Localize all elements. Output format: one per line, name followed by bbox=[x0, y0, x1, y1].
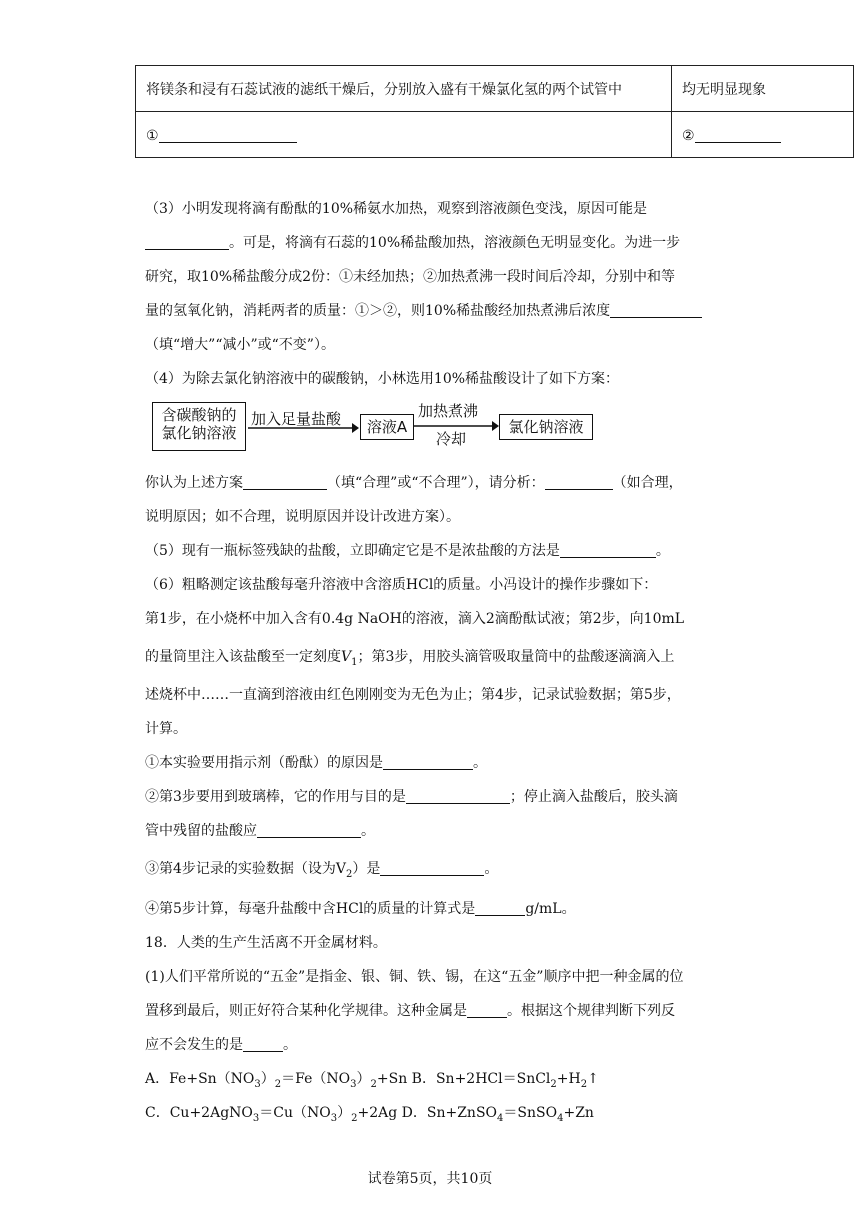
option-text: ） bbox=[356, 1071, 371, 1087]
q6-text: g/mL。 bbox=[525, 901, 576, 917]
q6-line-1: （6）粗略测定该盐酸每毫升溶液中含溶质HCl的质量。小冯设计的操作步骤如下： bbox=[145, 577, 658, 593]
option-text: +H bbox=[556, 1071, 581, 1087]
option-text: +Zn bbox=[563, 1105, 594, 1121]
subscript: 4 bbox=[497, 1112, 504, 1124]
subscript: 4 bbox=[557, 1112, 564, 1124]
subscript: 2 bbox=[346, 868, 353, 880]
arrow-label-boil: 加热煮沸 bbox=[418, 402, 479, 420]
q4-text: （填“合理”或“不合理”），请分析： bbox=[327, 475, 545, 491]
q3-line-2 bbox=[145, 232, 680, 252]
q6-text: 管中残留的盐酸应 bbox=[145, 823, 257, 839]
q6-line-3 bbox=[145, 646, 674, 668]
q18-title: 18．人类的生产生活离不开金属材料。 bbox=[145, 935, 387, 951]
answer-blank[interactable] bbox=[380, 859, 484, 876]
table-cell-answer-1 bbox=[136, 112, 672, 158]
q6-line-2: 第1步，在小烧杯中加入含有0.4g NaOH的溶液，滴入2滴酚酞试液；第2步，向10mL bbox=[145, 611, 685, 627]
option-text: ） bbox=[260, 1071, 275, 1087]
answer-blank[interactable] bbox=[145, 233, 229, 250]
q3-line-3: 研究，取10%稀盐酸分成2份：①未经加热；②加热煮沸一段时间后冷却，分别中和等 bbox=[145, 269, 676, 285]
subscript: 3 bbox=[252, 1112, 260, 1124]
subscript: 2 bbox=[370, 1078, 377, 1090]
option-text: ＝Fe（NO bbox=[281, 1071, 351, 1087]
table-cell: 将镁条和浸有石蕊试液的滤纸干燥后，分别放入盛有干燥氯化氢的两个试管中 bbox=[136, 66, 672, 112]
q6-text: ②第3步要用到玻璃棒，它的作用与目的是 bbox=[145, 789, 406, 805]
q4-text: 你认为上述方案 bbox=[145, 475, 243, 491]
flow-box-text: 氯化钠溶液 bbox=[161, 424, 237, 442]
q6-text: ③第4步记录的实验数据（设为V bbox=[145, 861, 347, 877]
subscript: 3 bbox=[254, 1078, 261, 1090]
q4-line-3: 说明原因；如不合理，说明原因并设计改进方案）。 bbox=[145, 509, 460, 525]
q6-sub-2-cont bbox=[145, 820, 375, 840]
subscript: 2 bbox=[580, 1078, 588, 1090]
answer-blank[interactable] bbox=[243, 473, 327, 490]
q6-text: ；停止滴入盐酸后，胶头滴 bbox=[509, 789, 678, 805]
q5-text: 。 bbox=[655, 543, 670, 559]
q18-options-ab bbox=[145, 1068, 599, 1090]
variable-v1: V bbox=[341, 649, 352, 665]
q6-sub-3 bbox=[145, 858, 498, 880]
answer-blank[interactable] bbox=[406, 787, 510, 804]
q3-line-1: （3）小明发现将滴有酚酞的10%稀氨水加热，观察到溶液颜色变浅，原因可能是 bbox=[145, 201, 648, 217]
flow-box-end: 氯化钠溶液 bbox=[499, 414, 593, 440]
answer-blank[interactable] bbox=[243, 1035, 283, 1052]
answer-blank[interactable] bbox=[695, 126, 781, 143]
circled-number: ① bbox=[146, 127, 159, 144]
circled-number: ② bbox=[682, 127, 695, 144]
q6-sub-1 bbox=[145, 752, 487, 772]
option-text: +2Ag D．Sn+ZnSO bbox=[357, 1105, 498, 1121]
q4-line-2 bbox=[145, 472, 683, 492]
option-text: ＝SnSO bbox=[503, 1105, 558, 1121]
q6-text: 的量筒里注入该盐酸至一定刻度 bbox=[145, 649, 341, 665]
answer-blank[interactable] bbox=[159, 126, 297, 143]
q18-text: 应不会发生的是 bbox=[145, 1037, 243, 1053]
flow-box-solution-a: 溶液A bbox=[360, 414, 414, 440]
q6-sub-4 bbox=[145, 898, 576, 918]
experiment-table bbox=[135, 65, 854, 158]
q6-line-5: 计算。 bbox=[145, 721, 187, 737]
q18-text: 。 bbox=[283, 1037, 297, 1053]
option-text: C．Cu+2AgNO bbox=[145, 1105, 253, 1121]
table-cell-answer-2 bbox=[672, 112, 854, 158]
q6-text: ④第5步计算，每毫升盐酸中含HCl的质量的计算式是 bbox=[145, 901, 476, 917]
subscript: 3 bbox=[350, 1078, 357, 1090]
q3-text: 。可是，将滴有石蕊的10%稀盐酸加热，溶液颜色无明显变化。为进一步 bbox=[229, 235, 681, 251]
q6-text: 。 bbox=[473, 755, 487, 771]
option-text: A．Fe+Sn（NO bbox=[145, 1071, 255, 1087]
answer-blank[interactable] bbox=[610, 301, 702, 318]
q18-text: 。根据这个规律判断下列反 bbox=[507, 1003, 675, 1019]
q4-line-1: （4）为除去氯化钠溶液中的碳酸钠，小林选用10%稀盐酸设计了如下方案： bbox=[145, 371, 620, 387]
q18-text: 置移到最后，则正好符合某种化学规律。这种金属是 bbox=[145, 1003, 467, 1019]
subscript: 2 bbox=[274, 1078, 282, 1090]
q5-text: （5）现有一瓶标签残缺的盐酸，立即确定它是不是浓盐酸的方法是 bbox=[145, 543, 560, 559]
q18-line-2 bbox=[145, 1000, 675, 1020]
arrow-1 bbox=[248, 422, 360, 434]
option-text: +Sn B．Sn+2HCl＝SnCl bbox=[376, 1071, 551, 1087]
page-footer: 试卷第5页，共10页 bbox=[367, 1171, 493, 1187]
flow-box-text: 含碳酸钠的 bbox=[161, 406, 237, 424]
flow-diagram bbox=[152, 402, 602, 450]
q6-line-4: 述烧杯中……一直滴到溶液由红色刚刚变为无色为止；第4步，记录试验数据；第5步， bbox=[145, 687, 681, 703]
option-text: ↑ bbox=[587, 1071, 599, 1087]
subscript: 2 bbox=[351, 1112, 358, 1124]
answer-blank[interactable] bbox=[475, 899, 525, 916]
q3-line-4 bbox=[145, 300, 702, 320]
q3-line-5: （填“增大”“减小”或“不变”）。 bbox=[145, 337, 335, 353]
subscript: 2 bbox=[550, 1078, 557, 1090]
q6-sub-2 bbox=[145, 786, 678, 806]
answer-blank[interactable] bbox=[560, 541, 656, 558]
table-row bbox=[136, 66, 854, 112]
answer-blank[interactable] bbox=[467, 1001, 507, 1018]
q18-line-3 bbox=[145, 1034, 297, 1054]
table-row bbox=[136, 112, 854, 158]
q6-text: ①本实验要用指示剂（酚酞）的原因是 bbox=[145, 755, 383, 771]
answer-blank[interactable] bbox=[257, 821, 361, 838]
arrow-label-cool: 冷却 bbox=[436, 430, 467, 448]
flow-box-start bbox=[152, 402, 246, 451]
q6-text: 。 bbox=[484, 861, 499, 877]
q4-text: （如合理， bbox=[612, 475, 683, 491]
q5-line-1 bbox=[145, 540, 670, 560]
subscript: 1 bbox=[351, 656, 358, 668]
answer-blank[interactable] bbox=[383, 753, 473, 770]
option-text: ） bbox=[337, 1105, 352, 1121]
table-cell: 均无明显现象 bbox=[672, 66, 854, 112]
arrow-label-add-acid: 加入足量盐酸 bbox=[251, 410, 342, 428]
answer-blank[interactable] bbox=[545, 473, 613, 490]
q18-options-cd bbox=[145, 1102, 594, 1124]
q6-text: 。 bbox=[361, 823, 375, 839]
q6-text: ）是 bbox=[352, 861, 381, 877]
q3-text: 量的氢氧化钠，消耗两者的质量：①＞②，则10%稀盐酸经加热煮沸后浓度 bbox=[145, 303, 611, 319]
q18-line-1: (1)人们平常所说的“五金”是指金、银、铜、铁、锡，在这“五金”顺序中把一种金属的位 bbox=[145, 969, 684, 985]
q6-text: ；第3步，用胶头滴管吸取量筒中的盐酸逐滴滴入上 bbox=[357, 649, 675, 665]
subscript: 3 bbox=[330, 1112, 338, 1124]
option-text: ＝Cu（NO bbox=[259, 1105, 331, 1121]
